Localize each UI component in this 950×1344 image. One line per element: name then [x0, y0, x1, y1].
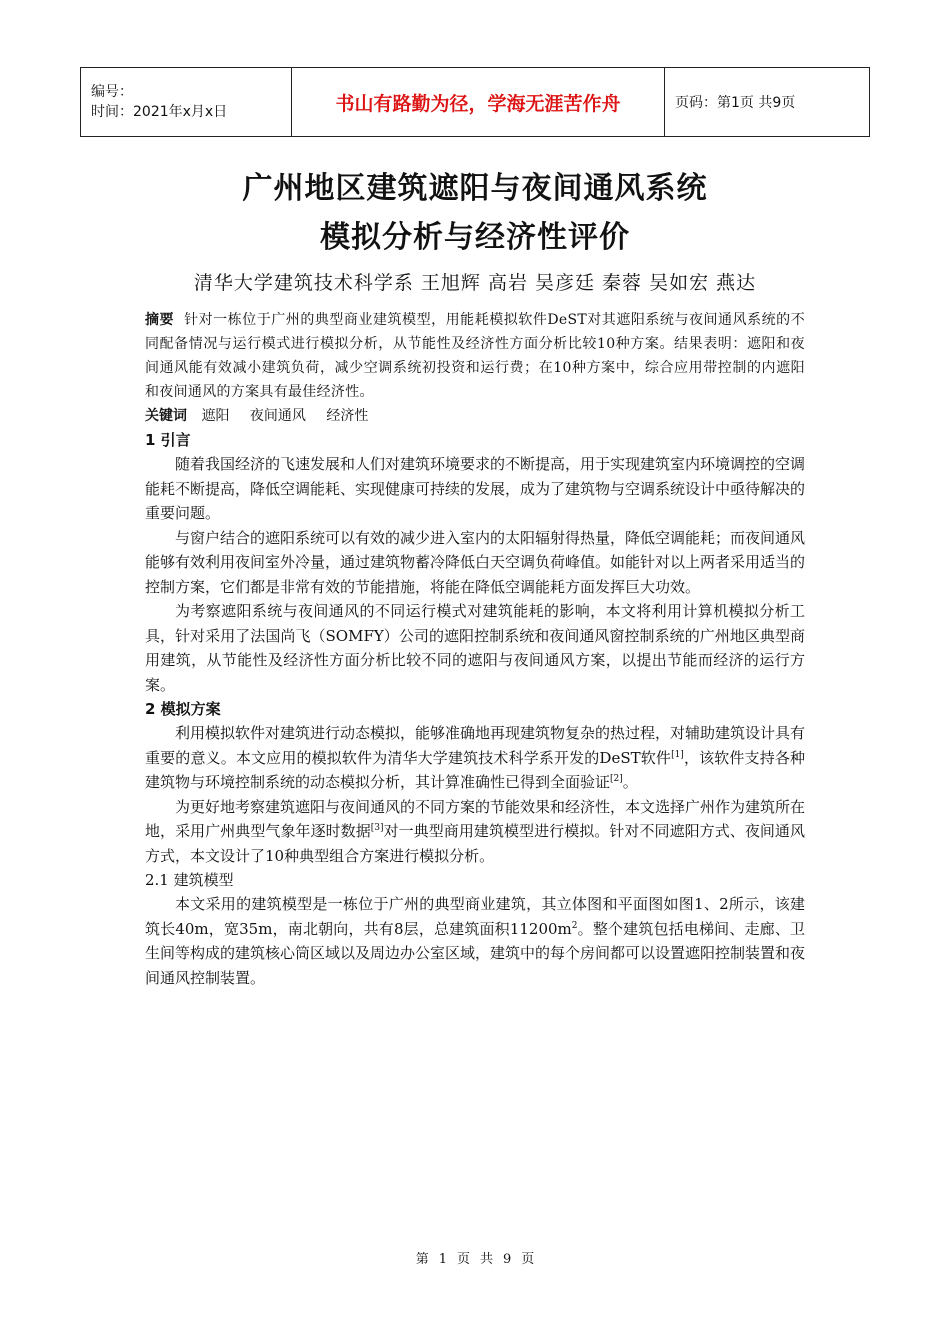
number-label: 编号：: [91, 84, 133, 100]
footer-page-number: 1: [438, 1252, 447, 1267]
abstract: [145, 308, 805, 404]
footer-text: 第: [415, 1252, 429, 1267]
section-heading-2: 2 模拟方案: [145, 700, 221, 718]
citation-1: [1]: [671, 749, 684, 760]
text-run: ，该软件支持各种建筑物与环境控制系统的动态模拟分析，其计算准确性已得到全面验证: [145, 748, 805, 791]
footer-text: 页: [521, 1252, 535, 1267]
abstract-text: 针对一栋位于广州的典型商业建筑模型，用能耗模拟软件DeST对其遮阳系统与夜间通风系统的不同配备情况与运行模式进行模拟分析，从节能性及经济性方面分析比较10种方案。结果表明：遮阳和夜间通风能有效减小建筑负荷，减少空调系统初投资和运行费；在10种方案中，综合应用带控制的内遮阳和夜间通风的方案具有最佳经济性。: [145, 312, 805, 400]
text-run: 利用模拟软件对建筑进行动态模拟，能够准确地再现建筑物复杂的热过程，对辅助建筑设计具有重要的意义。本文应用的模拟软件为清华大学建筑技术科学系开发的DeST软件: [145, 724, 806, 767]
paragraph: 与窗户结合的遮阳系统可以有效的减少进入室内的太阳辐射得热量，降低空调能耗；而夜间通风能够有效利用夜间室外冷量，通过建筑物蓄冷降低白天空调负荷峰值。如能针对以上两者采用适当的控制方案，它们都是非常有效的节能措施，将能在降低空调能耗方面发挥巨大功效。: [145, 528, 806, 596]
paragraph: [145, 892, 805, 990]
time-label: 时间：2021年x月x日: [91, 104, 228, 120]
paragraph: 随着我国经济的飞速发展和人们对建筑环境要求的不断提高，用于实现建筑室内环境调控的空调能耗不断提高，降低空调能耗、实现健康可持续的发展，成为了建筑物与空调系统设计中亟待解决的重要问题。: [145, 455, 806, 522]
title-line-2: 模拟分析与经济性评价: [320, 220, 630, 255]
abstract-label: 摘要: [145, 312, 175, 328]
header-motto: 书山有路勤为径，学海无涯苦作舟: [292, 68, 665, 137]
text-run: 为更好地考察建筑遮阳与夜间通风的不同方案的节能效果和经济性，本文选择广州作为建筑所在地，采用广州典型气象年逐时数据: [145, 797, 806, 840]
article-body: [145, 308, 805, 990]
text-run: 。整个建筑包括电梯间、走廊、卫生间等构成的建筑核心筒区域以及周边办公室区域，建筑中的每个房间都可以设置遮阳控制装置和夜间通风控制装置。: [145, 919, 806, 987]
section-heading-1: 1 引言: [145, 431, 191, 449]
footer-text: 共: [480, 1252, 494, 1267]
keywords: [145, 404, 805, 428]
paragraph: [145, 721, 805, 795]
citation-2: [2]: [610, 774, 623, 784]
footer-total-pages: 9: [503, 1252, 512, 1267]
text-run: 对一典型商用建筑模型进行模拟。针对不同遮阳方式、夜间通风方式，本文设计了10种典型组合方案进行模拟分析。: [145, 822, 805, 865]
section-heading-2-1: 2.1 建筑模型: [145, 871, 234, 889]
keyword: 遮阳: [201, 408, 230, 424]
document-header: [80, 67, 870, 137]
page-footer: [0, 1248, 950, 1267]
keyword: 经济性: [326, 408, 369, 424]
paragraph: [145, 795, 805, 869]
authors: 清华大学建筑技术科学系 王旭辉 高岩 吴彦廷 秦蓉 吴如宏 燕达: [193, 272, 757, 294]
keyword: 夜间通风: [249, 408, 306, 424]
keywords-label: 关键词: [145, 408, 187, 424]
footer-text: 页: [456, 1252, 470, 1267]
title-line-1: 广州地区建筑遮阳与夜间通风系统: [242, 171, 708, 206]
text-run: 本文采用的建筑模型是一栋位于广州的典型商业建筑，其立体图和平面图如图1、2所示，该建筑长40m，宽35m，南北朝向，共有8层，总建筑面积11200m: [145, 895, 805, 938]
header-page-info: 页码：第1页 共9页: [665, 68, 870, 137]
superscript-2: 2: [571, 920, 578, 931]
header-meta: [81, 68, 292, 137]
paragraph: 为考察遮阳系统与夜间通风的不同运行模式对建筑能耗的影响，本文将利用计算机模拟分析工具，针对采用了法国尚飞（SOMFY）公司的遮阳控制系统和夜间通风窗控制系统的广州地区典型商用建筑，从节能性及经济性方面分析比较不同的遮阳与夜间通风方案，以提出节能而经济的运行方案。: [145, 602, 805, 694]
text-run: 。: [622, 773, 638, 791]
citation-3: [3]: [370, 823, 384, 833]
